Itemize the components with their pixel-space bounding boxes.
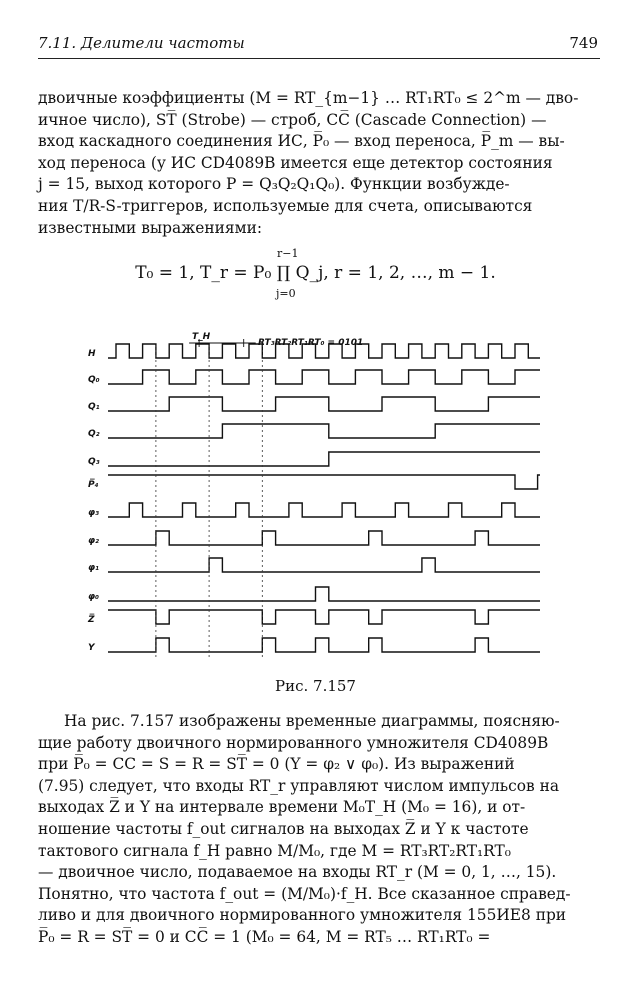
header-rule	[38, 58, 600, 59]
figure-caption: Рис. 7.157	[275, 677, 356, 695]
waveform	[108, 475, 540, 489]
text-line: ливо и для двоичного нормированного умножителя 155ИЕ8 при	[38, 906, 567, 925]
waveform	[108, 638, 540, 652]
text-line: вход каскадного соединения ИС, P̅₀ — вход переноса, P̅_m — вы-	[38, 132, 565, 151]
paragraph-intro	[38, 88, 600, 239]
page-number: 749	[569, 34, 598, 52]
signal-label: H	[88, 349, 96, 359]
waveform	[108, 452, 540, 466]
waveform	[108, 558, 540, 572]
text-line: щие работу двоичного нормированного умножителя CD4089B	[38, 733, 549, 752]
formula-main: T₀ = 1, T_r = P₀ ∏ Q_j, r = 1, 2, …, m − 1.	[135, 263, 496, 283]
product-lower-limit: j=0	[276, 287, 296, 300]
signal-label: Q₃	[88, 457, 100, 467]
waveform	[108, 503, 540, 517]
text-line: P̅₀ = R = ST̅ = 0 и CC̅ = 1 (M₀ = 64, M = RT₅ … RT₁RT₀ =	[38, 927, 491, 946]
text-line: ния T/R-S-триггеров, используемые для счета, описываются	[38, 196, 533, 215]
text-line: выходах Z̅ и Y на интервале времени M₀T_H (M₀ = 16), и от-	[38, 798, 526, 817]
signal-label: P̅₄	[88, 480, 99, 490]
text-line: На рис. 7.157 изображены временные диаграммы, поясняю-	[64, 712, 560, 730]
text-line: Понятно, что частота f_out = (M/M₀)·f_H. Все сказанное справед-	[38, 884, 571, 903]
text-line: тактового сигнала f_H равно M/M₀, где M = RT₃RT₂RT₁RT₀	[38, 841, 511, 860]
text-line: известными выражениями:	[38, 218, 263, 237]
text-line: ход переноса (у ИС CD4089B имеется еще детектор состояния	[38, 153, 553, 172]
waveform	[108, 370, 540, 384]
text-line: j = 15, выход которого P = Q₃Q₂Q₁Q₀). Функции возбужде-	[38, 175, 510, 194]
signal-label: Z̅	[88, 615, 95, 625]
text-line: при P̅₀ = CC = S = R = ST̅ = 0 (Y = φ₂ ∨ φ₀). Из выражений	[38, 755, 515, 774]
text-line: двоичные коэффициенты (M = RT_{m−1} … RT₁RT₀ ≤ 2^m — дво-	[38, 89, 579, 107]
code-annotation: RT₃RT₂RT₁RT₀ = 0101	[258, 338, 364, 348]
product-upper-limit: r−1	[277, 247, 299, 260]
signal-label: Q₁	[88, 402, 100, 412]
text-line: (7.95) следует, что входы RT_r управляют числом импульсов на	[38, 776, 560, 795]
signal-label: Y	[88, 643, 95, 653]
signal-label: φ₁	[88, 563, 99, 573]
signal-label: Q₀	[88, 375, 100, 385]
paragraph-explanation	[38, 711, 600, 949]
timing-diagram	[80, 325, 540, 665]
waveform	[108, 587, 540, 601]
period-annotation: T_H	[192, 332, 211, 342]
text-line: — двоичное число, подаваемое на входы RT_r (M = 0, 1, …, 15).	[38, 863, 557, 882]
signal-label: φ₂	[88, 536, 99, 546]
signal-label: φ₀	[88, 592, 99, 602]
signal-label: Q₂	[88, 429, 100, 439]
waveform	[108, 397, 540, 411]
waveform	[108, 610, 540, 624]
section-title: 7.11. Делители частоты	[38, 34, 245, 52]
text-line: ичное число), ST̅ (Strobe) — строб, CC̅ (Cascade Connection) —	[38, 110, 547, 129]
text-line: ношение частоты f_out сигналов на выходах Z̅ и Y к частоте	[38, 819, 529, 838]
waveform	[108, 531, 540, 545]
waveform	[108, 424, 540, 438]
page-header	[38, 34, 598, 56]
excitation-formula	[0, 247, 631, 305]
signal-label: φ₃	[88, 508, 99, 518]
